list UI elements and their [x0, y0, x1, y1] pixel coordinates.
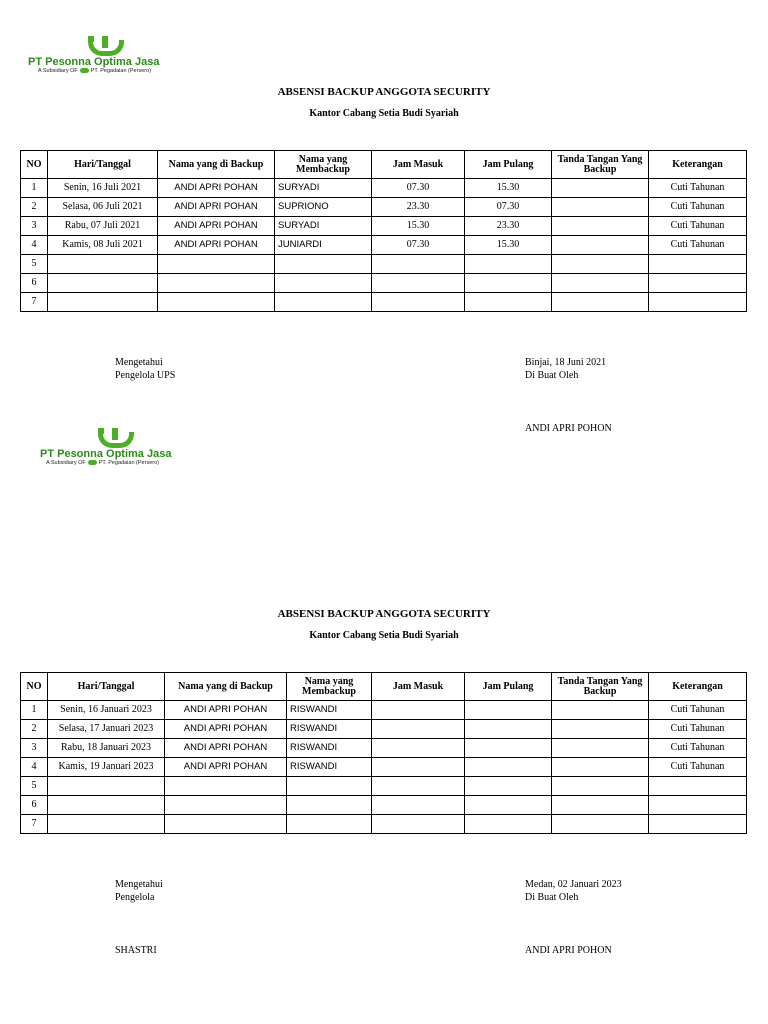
col-header: NO	[21, 673, 48, 701]
col-header: Jam Pulang	[465, 673, 552, 701]
cell-no: 4	[21, 758, 48, 777]
right-signer-name: ANDI APRI POHON	[525, 423, 612, 434]
cell-ttd	[552, 701, 649, 720]
cell-pulang	[465, 758, 552, 777]
cell-ttd	[552, 796, 649, 815]
col-header: Nama yang Membackup	[287, 673, 372, 701]
form-subtitle: Kantor Cabang Setia Budi Syariah	[309, 108, 459, 119]
cell-no: 3	[21, 739, 48, 758]
cell-dibackup: ANDI APRI POHAN	[158, 179, 275, 198]
cell-tanggal: Selasa, 06 Juli 2021	[48, 198, 158, 217]
cell-masuk	[372, 255, 465, 274]
col-header: Tanda Tangan Yang Backup	[552, 151, 649, 179]
table-row	[21, 255, 747, 274]
left-signer-name: SHASTRI	[115, 945, 157, 956]
cell-ket	[649, 255, 747, 274]
table-row	[21, 701, 747, 720]
cell-no: 6	[21, 796, 48, 815]
company-logo	[38, 426, 208, 468]
cell-ket: Cuti Tahunan	[649, 739, 747, 758]
cell-masuk	[372, 720, 465, 739]
company-subsidiary	[46, 460, 159, 466]
col-header: NO	[21, 151, 48, 179]
cell-membackup: SUPRIONO	[275, 198, 372, 217]
cell-membackup	[275, 255, 372, 274]
col-header: Hari/Tanggal	[48, 151, 158, 179]
col-header: Jam Pulang	[465, 151, 552, 179]
cell-masuk	[372, 701, 465, 720]
cell-no: 2	[21, 198, 48, 217]
cell-no: 6	[21, 274, 48, 293]
left-signature-block	[115, 878, 163, 904]
cell-no: 4	[21, 236, 48, 255]
cell-pulang	[465, 796, 552, 815]
cell-ket: Cuti Tahunan	[649, 217, 747, 236]
cell-dibackup: ANDI APRI POHAN	[158, 217, 275, 236]
cell-pulang	[465, 293, 552, 312]
col-header: Jam Masuk	[372, 151, 465, 179]
cell-pulang: 15.30	[465, 179, 552, 198]
cell-ttd	[552, 198, 649, 217]
cell-masuk	[372, 796, 465, 815]
attendance-table	[20, 150, 747, 312]
cell-tanggal	[48, 815, 165, 834]
cell-membackup: RISWANDI	[287, 739, 372, 758]
cell-ttd	[552, 274, 649, 293]
cell-tanggal	[48, 777, 165, 796]
company-logo	[28, 34, 188, 74]
cell-masuk	[372, 293, 465, 312]
cell-tanggal: Kamis, 19 Januari 2023	[48, 758, 165, 777]
cell-dibackup: ANDI APRI POHAN	[165, 720, 287, 739]
cell-dibackup: ANDI APRI POHAN	[165, 739, 287, 758]
subsidiary-prefix: A Subsidiary OF	[46, 460, 86, 466]
form-subtitle: Kantor Cabang Setia Budi Syariah	[309, 630, 459, 641]
cell-membackup: RISWANDI	[287, 701, 372, 720]
left-sign-line1: Mengetahui	[115, 879, 163, 890]
subsidiary-suffix: PT. Pegadaian (Persero)	[98, 460, 159, 466]
col-header: Nama yang di Backup	[165, 673, 287, 701]
cell-dibackup: ANDI APRI POHAN	[158, 198, 275, 217]
right-sign-line1: Binjai, 18 Juni 2021	[525, 357, 607, 368]
form-title: ABSENSI BACKUP ANGGOTA SECURITY	[277, 608, 491, 620]
cell-membackup	[275, 274, 372, 293]
cell-masuk	[372, 758, 465, 777]
company-subsidiary	[38, 68, 151, 74]
cell-no: 7	[21, 293, 48, 312]
cell-pulang	[465, 274, 552, 293]
cell-ttd	[552, 217, 649, 236]
cell-masuk: 15.30	[372, 217, 465, 236]
cell-membackup: SURYADI	[275, 179, 372, 198]
table-row	[21, 179, 747, 198]
cell-ket: Cuti Tahunan	[649, 701, 747, 720]
col-header: Keterangan	[649, 673, 747, 701]
cell-dibackup	[158, 274, 275, 293]
cell-pulang	[465, 777, 552, 796]
cell-dibackup	[165, 796, 287, 815]
logo-mark-icon	[98, 428, 134, 448]
cell-masuk	[372, 777, 465, 796]
cell-tanggal	[48, 796, 165, 815]
company-name: PT Pesonna Optima Jasa	[28, 56, 160, 68]
table-row	[21, 739, 747, 758]
table-row	[21, 758, 747, 777]
cell-pulang	[465, 701, 552, 720]
pegadaian-icon	[80, 68, 89, 73]
cell-tanggal: Senin, 16 Januari 2023	[48, 701, 165, 720]
cell-membackup	[275, 293, 372, 312]
cell-no: 1	[21, 179, 48, 198]
cell-membackup	[287, 777, 372, 796]
cell-tanggal	[48, 293, 158, 312]
cell-no: 7	[21, 815, 48, 834]
cell-ket: Cuti Tahunan	[649, 179, 747, 198]
cell-masuk: 07.30	[372, 179, 465, 198]
pegadaian-icon	[88, 460, 97, 465]
subsidiary-prefix: A Subsidiary OF	[38, 68, 78, 74]
cell-pulang: 23.30	[465, 217, 552, 236]
cell-membackup: JUNIARDI	[275, 236, 372, 255]
table-row	[21, 777, 747, 796]
right-signature-block	[525, 878, 622, 904]
table-row	[21, 274, 747, 293]
table-row	[21, 293, 747, 312]
cell-pulang	[465, 739, 552, 758]
right-sign-line2: Di Buat Oleh	[525, 370, 579, 381]
attendance-table	[20, 672, 747, 834]
cell-tanggal	[48, 255, 158, 274]
cell-ket: Cuti Tahunan	[649, 720, 747, 739]
table-row	[21, 236, 747, 255]
cell-dibackup: ANDI APRI POHAN	[165, 758, 287, 777]
cell-ket	[649, 777, 747, 796]
cell-membackup: RISWANDI	[287, 758, 372, 777]
cell-membackup	[287, 815, 372, 834]
cell-ttd	[552, 179, 649, 198]
cell-membackup: RISWANDI	[287, 720, 372, 739]
table-row	[21, 720, 747, 739]
col-header: Hari/Tanggal	[48, 673, 165, 701]
cell-tanggal: Senin, 16 Juli 2021	[48, 179, 158, 198]
col-header: Nama yang di Backup	[158, 151, 275, 179]
cell-ttd	[552, 815, 649, 834]
right-sign-line1: Medan, 02 Januari 2023	[525, 879, 622, 890]
cell-ket	[649, 796, 747, 815]
cell-ttd	[552, 255, 649, 274]
table-row	[21, 796, 747, 815]
cell-masuk	[372, 815, 465, 834]
table-row	[21, 198, 747, 217]
cell-tanggal: Selasa, 17 Januari 2023	[48, 720, 165, 739]
cell-masuk: 23.30	[372, 198, 465, 217]
cell-masuk	[372, 739, 465, 758]
left-signature-block	[115, 356, 175, 382]
cell-membackup: SURYADI	[275, 217, 372, 236]
cell-no: 2	[21, 720, 48, 739]
cell-masuk: 07.30	[372, 236, 465, 255]
cell-pulang: 07.30	[465, 198, 552, 217]
cell-dibackup	[165, 777, 287, 796]
form-title: ABSENSI BACKUP ANGGOTA SECURITY	[277, 86, 491, 98]
table-header-row	[21, 673, 747, 701]
cell-ttd	[552, 720, 649, 739]
right-signer-name: ANDI APRI POHON	[525, 945, 612, 956]
cell-dibackup	[158, 293, 275, 312]
cell-dibackup	[158, 255, 275, 274]
cell-ket	[649, 815, 747, 834]
cell-dibackup: ANDI APRI POHAN	[158, 236, 275, 255]
cell-no: 5	[21, 777, 48, 796]
logo-mark-icon	[88, 36, 124, 56]
cell-no: 5	[21, 255, 48, 274]
cell-pulang: 15.30	[465, 236, 552, 255]
cell-dibackup	[165, 815, 287, 834]
cell-tanggal: Rabu, 18 Januari 2023	[48, 739, 165, 758]
subsidiary-suffix: PT. Pegadaian (Persero)	[90, 68, 151, 74]
cell-ket: Cuti Tahunan	[649, 236, 747, 255]
cell-pulang	[465, 815, 552, 834]
company-name: PT Pesonna Optima Jasa	[40, 448, 172, 460]
col-header: Keterangan	[649, 151, 747, 179]
cell-tanggal	[48, 274, 158, 293]
cell-dibackup: ANDI APRI POHAN	[165, 701, 287, 720]
cell-ket	[649, 274, 747, 293]
cell-ttd	[552, 293, 649, 312]
cell-pulang	[465, 720, 552, 739]
table-row	[21, 217, 747, 236]
col-header: Nama yang Membackup	[275, 151, 372, 179]
cell-ttd	[552, 236, 649, 255]
cell-tanggal: Rabu, 07 Juli 2021	[48, 217, 158, 236]
col-header: Jam Masuk	[372, 673, 465, 701]
cell-tanggal: Kamis, 08 Juli 2021	[48, 236, 158, 255]
cell-ttd	[552, 739, 649, 758]
table-row	[21, 815, 747, 834]
cell-ket	[649, 293, 747, 312]
cell-ket: Cuti Tahunan	[649, 758, 747, 777]
cell-ttd	[552, 777, 649, 796]
cell-ttd	[552, 758, 649, 777]
left-sign-line1: Mengetahui	[115, 357, 163, 368]
cell-masuk	[372, 274, 465, 293]
cell-ket: Cuti Tahunan	[649, 198, 747, 217]
left-sign-line2: Pengelola	[115, 892, 155, 903]
cell-no: 3	[21, 217, 48, 236]
cell-pulang	[465, 255, 552, 274]
left-sign-line2: Pengelola UPS	[115, 370, 176, 381]
right-sign-line2: Di Buat Oleh	[525, 892, 579, 903]
col-header: Tanda Tangan Yang Backup	[552, 673, 649, 701]
table-header-row	[21, 151, 747, 179]
cell-membackup	[287, 796, 372, 815]
right-signature-block	[525, 356, 606, 382]
cell-no: 1	[21, 701, 48, 720]
